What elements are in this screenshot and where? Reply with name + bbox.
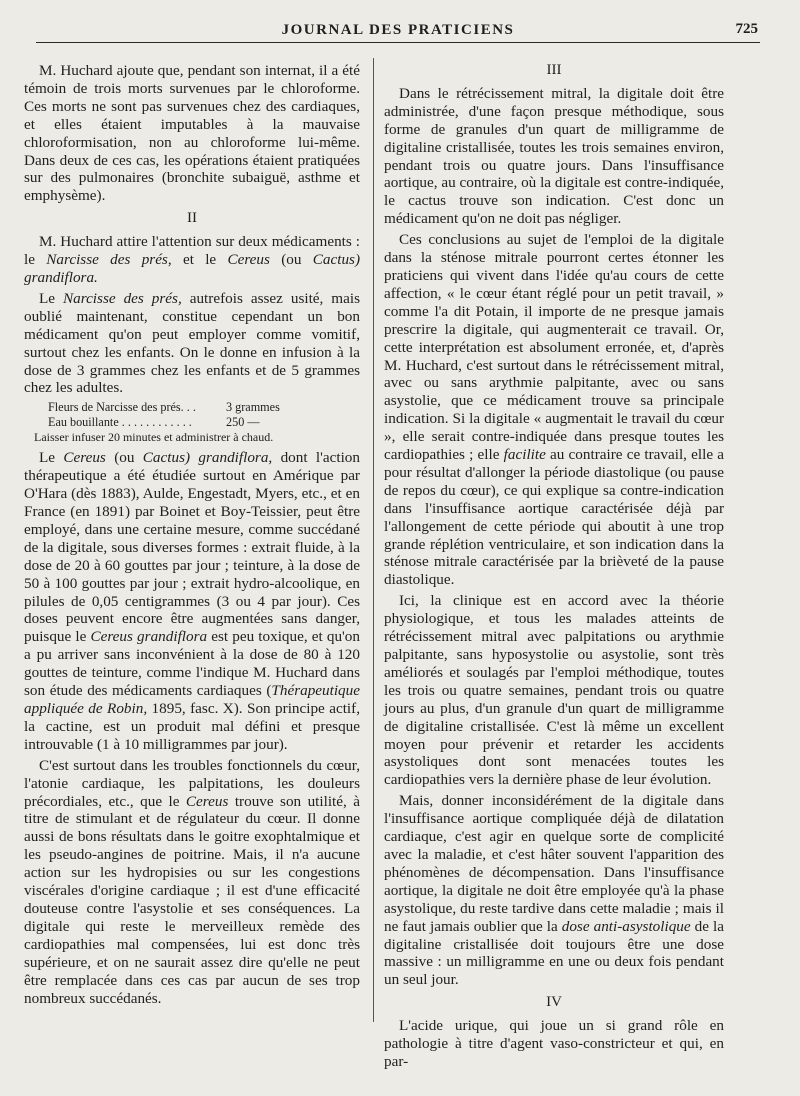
paragraph: Ici, la clinique est en accord avec la théorie physiologique, et tous les malades atteints de rétrécissement mitral avec palpitations ou arythmie palpitante, sans hyposystolie ou asystolie, sont très améliorés et soulagés par l'emploi méthodique, toutes les trois ou quatre semaines, pendant trois ou quatre jours au plus, d'un granule d'un quart de milligramme de digitaline cristallisée. C'est là même un excellent moyen pour prévenir et retarder les accidents asystoliques dont sont menacées toutes les cardiopathies vers la dernière phase de leur évolution. — [384, 592, 724, 789]
paragraph: L'acide urique, qui joue un si grand rôle en pathologie à titre d'agent vaso-constricteur et qui, en par- — [384, 1017, 724, 1070]
recipe-block — [24, 400, 360, 445]
paragraph: M. Huchard ajoute que, pendant son internat, il a été témoin de trois morts survenues par le chloroforme. Ces morts ne sont pas survenues chez des cardiaques, et elles étaient imputables à la mauvaise chloroformisation, non au chloroforme lui-même. Dans deux de ces cas, les opérations étaient pratiquées sur des pulmonaires (bronchite subaiguë, asthme et emphysème). — [24, 62, 360, 205]
recipe-instruction: Laisser infuser 20 minutes et administrer à chaud. — [34, 430, 274, 445]
paragraph: Dans le rétrécissement mitral, la digitale doit être administrée, d'une façon presque méthodique, sous forme de granules d'un quart de milligramme de digitaline cristallisée, toutes les trois semaines environ, pendant trois ou quatre jours. Dans l'insuffisance aortique, au contraire, où la digitale est contre-indiquée, le cactus trouve son indication. C'est donc un médicament qu'on ne doit pas négliger. — [384, 84, 724, 228]
right-column — [384, 62, 724, 1074]
recipe-quantity: 250 — — [226, 415, 260, 430]
section-heading: II — [187, 210, 197, 227]
paragraph: Mais, donner inconsidérément de la digitale dans l'insuffisance aortique compliquée déjà de dilatation cardiaque, c'est agir en quelque sorte de complicité avec la maladie, et c'est hâter souvent l'apparition des phénomènes de décompensation. Dans l'insuffisance aortique, la digitale ne doit être employée qu'à la phase asystolique, du reste tardive dans cette maladie ; mais il ne faut jamais oublier que la dose anti-asystolique de la digitaline cristallisée doit toujours être une dose massive : un milligramme en une ou deux fois pendant un seul jour. — [384, 792, 725, 989]
paragraph: C'est surtout dans les troubles fonctionnels du cœur, l'atonie cardiaque, les palpitations, les douleurs précordiales, etc., que le Cereus trouve son utilité, à titre de stimulant et de régulateur du cœur. Il donne aussi de bons résultats dans le goitre exophtalmique et les pseudo-angines de poitrine. Mais, il n'a aucune action sur les hydropisies ou sur les congestions viscérales d'origine cardiaque ; il est d'une efficacité douteuse contre l'asystolie et ses conséquences. La digitale qui reste le merveilleux remède des cardiopathies mal compensées, lui est donc très supérieure, et on ne saurait assez dire qu'elle ne peut être remplacée dans ces cas par aucun de ses trop nombreux succédanés. — [24, 756, 360, 1007]
journal-title: JOURNAL DES PRATICIENS — [281, 22, 515, 38]
recipe-ingredient: Fleurs de Narcisse des prés. . . — [48, 400, 196, 415]
recipe-ingredient: Eau bouillante . . . . . . . . . . . . — [48, 415, 192, 430]
page-number: 725 — [735, 21, 758, 37]
section-heading: III — [546, 62, 562, 78]
paragraph: Le Cereus (ou Cactus) grandiflora, dont l'action thérapeutique a été étudiée surtout en Amérique par O'Hara (dès 1883), Aulde, Engestadt, Myers, etc., et en France (en 1891) par Boinet et Boy-Teissier, peut être employé, dans une certaine mesure, comme succédané de la digitale, sous diverses formes : extrait fluide, à la dose de 20 à 60 gouttes par jour ; teinture, à la dose de 50 à 100 gouttes par jour ; extrait hydro-alcoolique, en pilules de 0,05 centigrammes (3 ou 4 par jour). Ces doses peuvent encore être augmentées sans danger, puisque le Cereus grandiflora est peu toxique, et qu'on a pu arriver sans inconvénient à la dose de 80 à 120 gouttes de teinture, comme l'indique M. Huchard dans son étude des médicaments cardiaques (Thérapeutique appliquée de Robin, 1895, fasc. X). Son principe actif, la cactine, est un produit mal défini et presque introuvable (1 à 10 milligrammes par jour). — [24, 449, 360, 753]
section-heading: IV — [546, 994, 562, 1011]
left-column — [24, 62, 360, 1010]
paragraph: Le Narcisse des prés, autrefois assez usité, mais oublié maintenant, constitue cependant un bon médicament qu'on peut employer comme vomitif, surtout chez les enfants. On le donne en infusion à la dose de 3 grammes chez les enfants et de 5 grammes chez les adultes. — [24, 289, 360, 397]
recipe-row — [24, 400, 360, 415]
paragraph: Ces conclusions au sujet de l'emploi de la digitale dans la sténose mitrale pourront certes étonner les praticiens qui vivent dans l'idée qu'au cours de cette affection, « le cœur étant réglé pour un petit travail, » comme l'a dit Potain, il importe de ne presque jamais prescrire la digitale, qui augmenterait ce travail. Or, cette interprétation est absolument erronée, et, d'après M. Huchard, c'est surtout dans le rétrécissement mitral, avec ou sans arythmie palpitante, avec ou sans asystolie, que ce médicament trouve sa principale indication. Si la digitale « augmentait le travail du cœur », elle serait contre-indiquée dans presque toutes les cardiopathies ; elle facilite au contraire ce travail, elle a pour résultat d'allonger la période diastolique (ou pause de repos du cœur), ce qui explique sa contre-indication dans l'insuffisance aortique caractérisée déjà par l'allongement de cette période qui aboutit à une trop grande réplétion ventriculaire, et son indication dans la sténose mitrale caractérisée par la brièveté de la pause diastolique. — [384, 231, 724, 589]
column-rule — [373, 58, 374, 1022]
paragraph: M. Huchard attire l'attention sur deux médicaments : le Narcisse des prés, et le Cereus (ou Cactus) grandiflora. — [24, 233, 361, 286]
running-header — [36, 18, 760, 43]
recipe-quantity: 3 grammes — [226, 400, 280, 415]
recipe-row — [24, 415, 360, 430]
